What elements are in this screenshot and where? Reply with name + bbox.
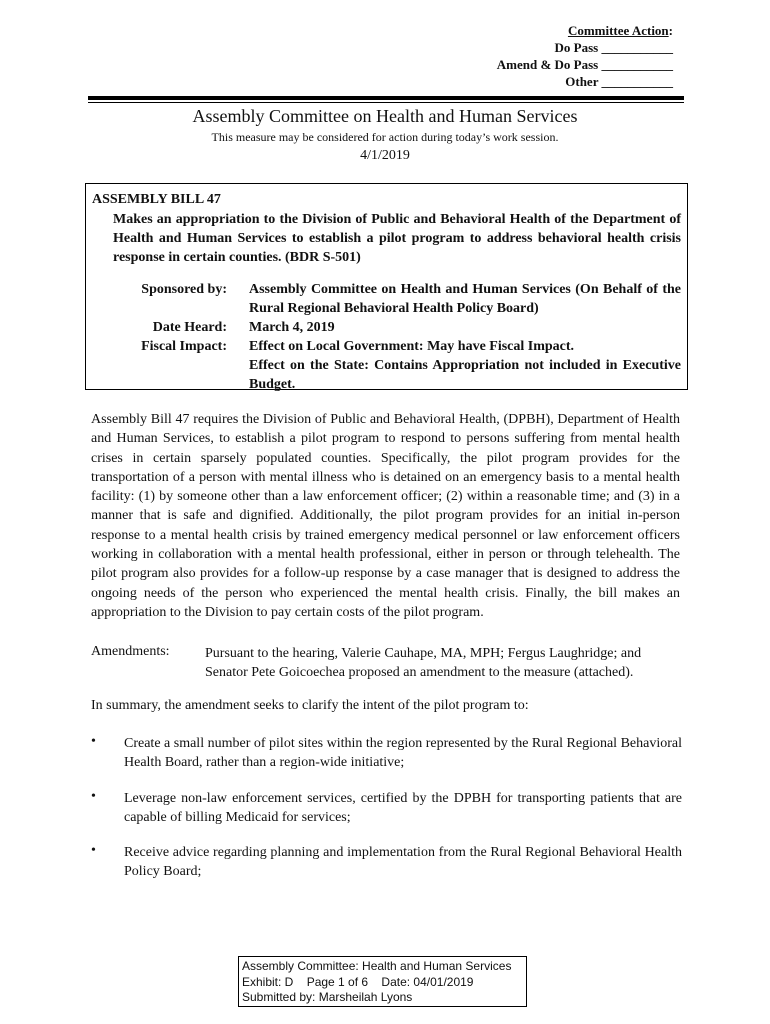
- date-heard-value: March 4, 2019: [249, 320, 335, 335]
- date-heard-label: Date Heard:: [152, 320, 227, 335]
- bill-summary-box: [85, 183, 688, 390]
- committee-action-block: [497, 22, 673, 90]
- exhibit-submitted-line: Submitted by: Marsheilah Lyons: [242, 990, 413, 1004]
- bullet-item: Leverage non-law enforcement services, certified by the DPBH for transporting patients that are capable of billing Medicaid for services;: [124, 791, 682, 825]
- amendments-label: Amendments:: [91, 644, 170, 659]
- fiscal-local-value: Effect on Local Government: May have Fiscal Impact.: [249, 339, 575, 354]
- committee-title: Assembly Committee on Health and Human Services: [192, 106, 578, 126]
- bill-number: ASSEMBLY BILL 47: [92, 192, 221, 207]
- other-line: Other ___________: [565, 74, 673, 89]
- bill-meta-values: [249, 280, 681, 394]
- bullet-marker: •: [91, 734, 96, 749]
- session-date: 4/1/2019: [360, 148, 410, 163]
- work-session-note: This measure may be considered for action during today’s work session.: [211, 130, 559, 144]
- do-pass-line: Do Pass ___________: [554, 40, 673, 55]
- bullet-item: Receive advice regarding planning and implementation from the Rural Regional Behavioral Health Policy Board;: [124, 845, 682, 879]
- bill-description: Makes an appropriation to the Division of Public and Behavioral Health of the Department of Health and Human Services to establish a pilot program to address behavioral health crisis response in certain counties. (BDR S-501): [113, 212, 681, 265]
- header-rule-thick: [88, 96, 684, 100]
- amend-do-pass-line: Amend & Do Pass ___________: [496, 57, 673, 72]
- fiscal-state-value: Effect on the State: Contains Appropriation not included in Executive Budget.: [249, 358, 681, 392]
- bullet-marker: •: [91, 843, 96, 858]
- sponsored-by-value: Assembly Committee on Health and Human Services (On Behalf of the Rural Regional Behavioral Health Policy Board): [249, 282, 681, 316]
- fiscal-impact-label: Fiscal Impact:: [141, 339, 227, 354]
- summary-intro: In summary, the amendment seeks to clarify the intent of the pilot program to:: [91, 698, 529, 713]
- bullet-item: Create a small number of pilot sites within the region represented by the Rural Regional Behavioral Health Board, rather than a region-wide initiative;: [124, 736, 682, 770]
- bullet-marker: •: [91, 789, 96, 804]
- amendments-text: Pursuant to the hearing, Valerie Cauhape, MA, MPH; Fergus Laughridge; and Senator Pete Goicoechea proposed an amendment to the measure (attached).: [205, 646, 642, 680]
- committee-action-heading: Committee Action:: [567, 23, 673, 38]
- exhibit-stamp: [238, 956, 527, 1007]
- exhibit-page-line: Exhibit: D Page 1 of 6 Date: 04/01/2019: [242, 974, 474, 989]
- header-rule-thin: [88, 102, 684, 103]
- exhibit-committee-line: Assembly Committee: Health and Human Services: [242, 959, 512, 973]
- bill-meta-labels: [86, 280, 227, 356]
- sponsored-by-label: Sponsored by:: [141, 282, 227, 297]
- bill-explanation-paragraph: Assembly Bill 47 requires the Division of Public and Behavioral Health, (DPBH), Department of Health and Human Services, to establish a pilot program to respond to persons suffering from mental health crises in certain sparsely populated counties. Specifically, the pilot program provides for the transportation of a person with mental illness who is detained on an emergency basis to a mental health facility: (1) by someone other than a law enforcement officer; (2) within a reasonable time; and (3) in a manner that is safe and dignified. Additionally, the pilot program provides for an initial in-person response to a mental health crisis by trained emergency medical personnel or law enforcement officers working in collaboration with a mental health professional, either in person or through telehealth. The pilot program also provides for a follow-up response by a case manager that is designed to address the ongoing needs of the person who experienced the mental health crisis. Finally, the bill makes an appropriation to the Division to pay certain costs of the pilot program.: [91, 412, 680, 620]
